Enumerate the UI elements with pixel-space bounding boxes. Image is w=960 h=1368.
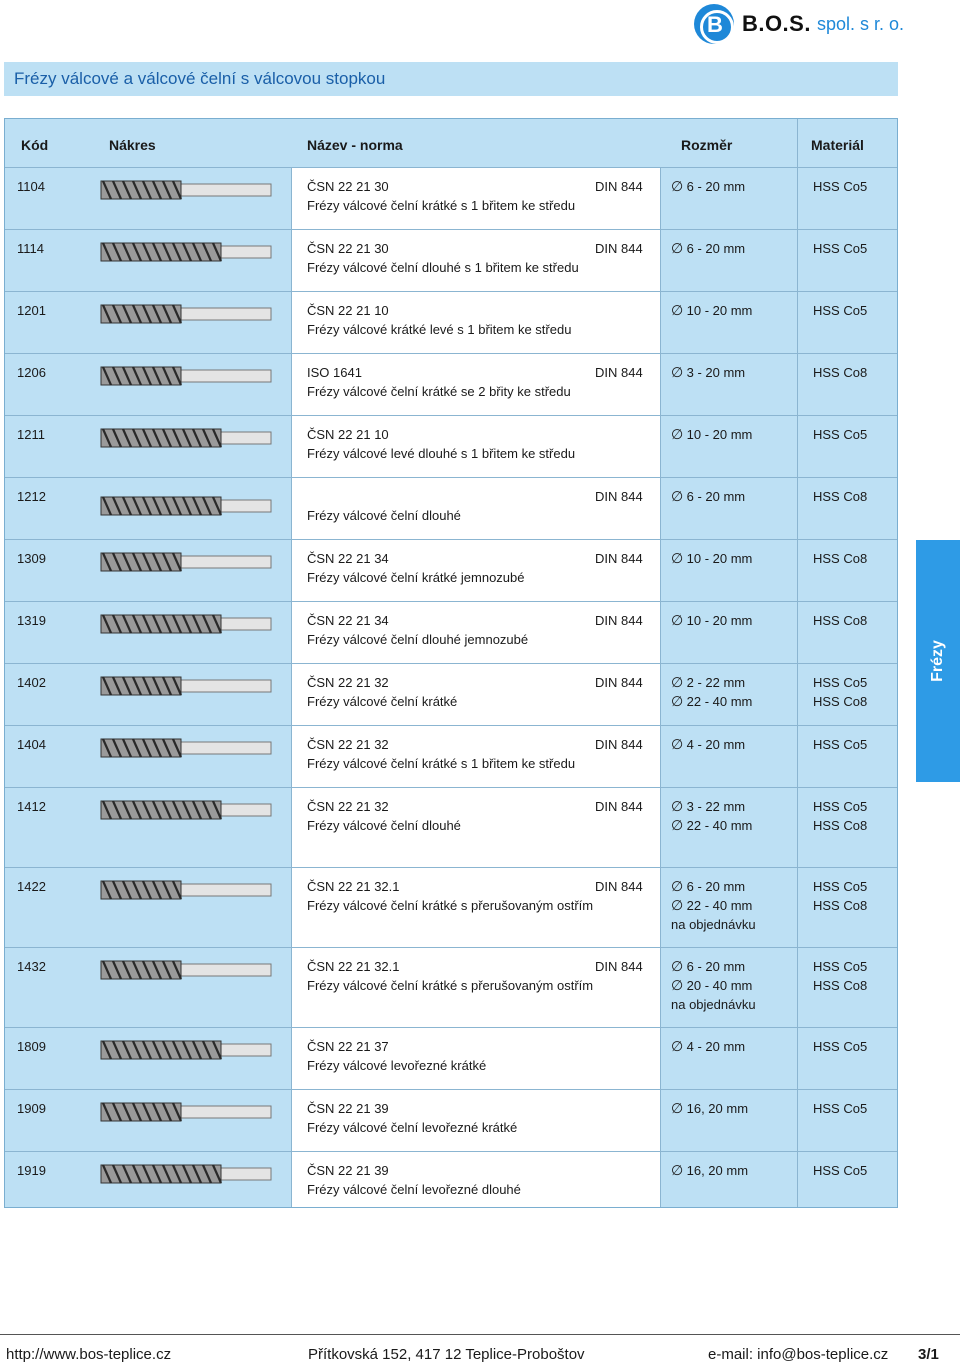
diameter-icon: ∅ bbox=[671, 736, 684, 752]
norm-code: ČSN 22 21 34 bbox=[307, 551, 389, 566]
din-norm: DIN 844 bbox=[595, 241, 643, 256]
diameter-icon: ∅ bbox=[671, 798, 684, 814]
footer-address: Přítkovská 152, 417 12 Teplice-Proboštov bbox=[308, 1346, 585, 1363]
table-row bbox=[5, 787, 897, 867]
milling-cutter-drawing-icon bbox=[89, 363, 279, 389]
row-divider bbox=[5, 601, 897, 602]
product-code: 1402 bbox=[17, 675, 46, 690]
product-name: Frézy válcové čelní krátké s přerušovaným ostřím bbox=[307, 898, 594, 913]
row-divider bbox=[5, 477, 897, 478]
size-range: ∅ 20 - 40 mm bbox=[671, 977, 753, 993]
size-range: ∅ 22 - 40 mm bbox=[671, 817, 753, 833]
product-code: 1909 bbox=[17, 1101, 46, 1116]
milling-cutter-drawing-icon bbox=[89, 611, 279, 637]
milling-cutter-drawing-icon bbox=[89, 549, 279, 575]
milling-cutter-drawing-icon bbox=[89, 797, 279, 823]
table-row bbox=[5, 867, 897, 947]
row-divider bbox=[5, 867, 897, 868]
order-note: na objednávku bbox=[671, 997, 756, 1012]
col-header-drawing: Nákres bbox=[109, 137, 156, 153]
material: HSS Co8 bbox=[813, 818, 868, 833]
milling-cutter-drawing-icon bbox=[89, 1099, 279, 1125]
diameter-icon: ∅ bbox=[671, 958, 684, 974]
order-note: na objednávku bbox=[671, 917, 756, 932]
row-divider bbox=[5, 787, 897, 788]
company-logo bbox=[694, 4, 904, 44]
milling-cutter-drawing-icon bbox=[89, 301, 279, 327]
row-divider bbox=[5, 229, 897, 230]
row-divider bbox=[5, 167, 897, 168]
norm-code: ČSN 22 21 32 bbox=[307, 675, 389, 690]
milling-cutter-drawing-icon bbox=[89, 877, 279, 903]
table-row bbox=[5, 353, 897, 415]
row-divider bbox=[5, 725, 897, 726]
diameter-icon: ∅ bbox=[671, 693, 684, 709]
row-divider bbox=[5, 947, 897, 948]
size-range: ∅ 4 - 20 mm bbox=[671, 1038, 746, 1054]
diameter-icon: ∅ bbox=[671, 878, 684, 894]
product-code: 1211 bbox=[17, 427, 45, 442]
milling-cutter-drawing-icon bbox=[89, 239, 279, 265]
footer-divider bbox=[0, 1334, 960, 1335]
material: HSS Co8 bbox=[813, 365, 868, 380]
material: HSS Co5 bbox=[813, 799, 868, 814]
material: HSS Co8 bbox=[813, 489, 868, 504]
size-range: ∅ 6 - 20 mm bbox=[671, 878, 746, 894]
table-row bbox=[5, 477, 897, 539]
footer-web-link[interactable]: http://www.bos-teplice.cz bbox=[6, 1346, 172, 1363]
table-row bbox=[5, 601, 897, 663]
product-name: Frézy válcové levé dlouhé s 1 břitem ke středu bbox=[307, 446, 576, 461]
size-range: ∅ 10 - 20 mm bbox=[671, 426, 753, 442]
row-divider bbox=[5, 663, 897, 664]
row-divider bbox=[5, 291, 897, 292]
product-code: 1206 bbox=[17, 365, 46, 380]
diameter-icon: ∅ bbox=[671, 897, 684, 913]
product-name: Frézy válcové čelní dlouhé jemnozubé bbox=[307, 632, 529, 647]
norm-code: ČSN 22 21 37 bbox=[307, 1039, 389, 1054]
din-norm: DIN 844 bbox=[595, 365, 643, 380]
product-name: Frézy válcové čelní krátké s 1 břitem ke středu bbox=[307, 756, 576, 771]
col-header-size: Rozměr bbox=[681, 137, 733, 153]
product-name: Frézy válcové čelní levořezné krátké bbox=[307, 1120, 518, 1135]
product-name: Frézy válcové levořezné krátké bbox=[307, 1058, 487, 1073]
size-range: ∅ 3 - 20 mm bbox=[671, 364, 746, 380]
table-row bbox=[5, 1027, 897, 1089]
diameter-icon: ∅ bbox=[671, 977, 684, 993]
diameter-icon: ∅ bbox=[671, 426, 684, 442]
table-header bbox=[5, 119, 897, 167]
material: HSS Co5 bbox=[813, 179, 868, 194]
size-range: ∅ 16, 20 mm bbox=[671, 1162, 749, 1178]
product-name: Frézy válcové čelní dlouhé bbox=[307, 508, 461, 523]
row-divider bbox=[5, 1151, 897, 1152]
product-name: Frézy válcové čelní krátké se 2 břity ke středu bbox=[307, 384, 571, 399]
size-range: ∅ 6 - 20 mm bbox=[671, 488, 746, 504]
milling-cutter-drawing-icon bbox=[89, 735, 279, 761]
norm-code: ČSN 22 21 32 bbox=[307, 799, 389, 814]
product-code: 1404 bbox=[17, 737, 46, 752]
diameter-icon: ∅ bbox=[671, 1100, 684, 1116]
product-name: Frézy válcové čelní krátké s přerušovaným ostřím bbox=[307, 978, 594, 993]
material: HSS Co8 bbox=[813, 978, 868, 993]
milling-cutter-drawing-icon bbox=[89, 493, 279, 519]
norm-code: ČSN 22 21 30 bbox=[307, 241, 389, 256]
milling-cutter-drawing-icon bbox=[89, 177, 279, 203]
diameter-icon: ∅ bbox=[671, 364, 684, 380]
din-norm: DIN 844 bbox=[595, 489, 643, 504]
size-range: ∅ 3 - 22 mm bbox=[671, 798, 746, 814]
footer-email-link[interactable]: e-mail: info@bos-teplice.cz bbox=[708, 1346, 889, 1363]
side-tab-label: Frézy bbox=[928, 640, 946, 682]
product-code: 1201 bbox=[17, 303, 46, 318]
size-range: ∅ 6 - 20 mm bbox=[671, 240, 746, 256]
norm-code: ČSN 22 21 39 bbox=[307, 1163, 389, 1178]
row-divider bbox=[5, 1027, 897, 1028]
diameter-icon: ∅ bbox=[671, 240, 684, 256]
material: HSS Co5 bbox=[813, 1163, 868, 1178]
product-name: Frézy válcové čelní dlouhé bbox=[307, 818, 461, 833]
size-range: ∅ 6 - 20 mm bbox=[671, 958, 746, 974]
table-row bbox=[5, 229, 897, 291]
table-row bbox=[5, 1151, 897, 1209]
product-name: Frézy válcové čelní levořezné dlouhé bbox=[307, 1182, 521, 1197]
milling-cutter-drawing-icon bbox=[89, 673, 279, 699]
product-code: 1212 bbox=[17, 489, 46, 504]
norm-code: ČSN 22 21 10 bbox=[307, 427, 389, 442]
material: HSS Co5 bbox=[813, 737, 868, 752]
din-norm: DIN 844 bbox=[595, 799, 643, 814]
table-row bbox=[5, 291, 897, 353]
material: HSS Co5 bbox=[813, 1039, 868, 1054]
table-row bbox=[5, 167, 897, 229]
table-row bbox=[5, 663, 897, 725]
size-range: ∅ 4 - 20 mm bbox=[671, 736, 746, 752]
material: HSS Co5 bbox=[813, 303, 868, 318]
page-title: Frézy válcové a válcové čelní s válcovou stopkou bbox=[14, 69, 386, 88]
size-range: ∅ 22 - 40 mm bbox=[671, 897, 753, 913]
diameter-icon: ∅ bbox=[671, 1162, 684, 1178]
material: HSS Co8 bbox=[813, 613, 868, 628]
norm-code: ČSN 22 21 32 bbox=[307, 737, 389, 752]
diameter-icon: ∅ bbox=[671, 817, 684, 833]
size-range: ∅ 16, 20 mm bbox=[671, 1100, 749, 1116]
size-range: ∅ 22 - 40 mm bbox=[671, 693, 753, 709]
product-code: 1412 bbox=[17, 799, 46, 814]
diameter-icon: ∅ bbox=[671, 612, 684, 628]
diameter-icon: ∅ bbox=[671, 178, 684, 194]
material: HSS Co5 bbox=[813, 1101, 868, 1116]
row-divider bbox=[5, 353, 897, 354]
product-name: Frézy válcové čelní krátké s 1 břitem ke středu bbox=[307, 198, 576, 213]
material: HSS Co5 bbox=[813, 959, 868, 974]
product-code: 1422 bbox=[17, 879, 46, 894]
material: HSS Co5 bbox=[813, 879, 868, 894]
product-name: Frézy válcové čelní krátké bbox=[307, 694, 458, 709]
col-header-code: Kód bbox=[21, 137, 49, 153]
row-divider bbox=[5, 539, 897, 540]
table-row bbox=[5, 539, 897, 601]
product-code: 1309 bbox=[17, 551, 46, 566]
diameter-icon: ∅ bbox=[671, 302, 684, 318]
material: HSS Co5 bbox=[813, 427, 868, 442]
size-range: ∅ 2 - 22 mm bbox=[671, 674, 746, 690]
din-norm: DIN 844 bbox=[595, 737, 643, 752]
table-row bbox=[5, 725, 897, 787]
product-name: Frézy válcové čelní krátké jemnozubé bbox=[307, 570, 525, 585]
material: HSS Co8 bbox=[813, 898, 868, 913]
milling-cutter-drawing-icon bbox=[89, 1161, 279, 1187]
norm-code: ČSN 22 21 32.1 bbox=[307, 879, 400, 894]
material: HSS Co8 bbox=[813, 694, 868, 709]
product-code: 1104 bbox=[17, 179, 45, 194]
table-row bbox=[5, 415, 897, 477]
logo-text: B.O.S. bbox=[741, 11, 811, 36]
din-norm: DIN 844 bbox=[595, 179, 643, 194]
norm-code: ČSN 22 21 39 bbox=[307, 1101, 389, 1116]
product-code: 1919 bbox=[17, 1163, 46, 1178]
diameter-icon: ∅ bbox=[671, 1038, 684, 1054]
diameter-icon: ∅ bbox=[671, 674, 684, 690]
material: HSS Co5 bbox=[813, 241, 868, 256]
bos-logo-icon: B bbox=[694, 4, 734, 44]
product-table bbox=[4, 118, 898, 1208]
milling-cutter-drawing-icon bbox=[89, 1037, 279, 1063]
norm-code: ISO 1641 bbox=[307, 365, 362, 380]
product-name: Frézy válcové čelní dlouhé s 1 břitem ke středu bbox=[307, 260, 579, 275]
diameter-icon: ∅ bbox=[671, 550, 684, 566]
page-number: 3/1 bbox=[918, 1346, 939, 1363]
norm-code: ČSN 22 21 30 bbox=[307, 179, 389, 194]
material: HSS Co5 bbox=[813, 675, 868, 690]
page-title-bar bbox=[4, 62, 898, 96]
product-code: 1319 bbox=[17, 613, 46, 628]
row-divider bbox=[5, 415, 897, 416]
product-code: 1809 bbox=[17, 1039, 46, 1054]
din-norm: DIN 844 bbox=[595, 675, 643, 690]
norm-code: ČSN 22 21 10 bbox=[307, 303, 389, 318]
din-norm: DIN 844 bbox=[595, 551, 643, 566]
size-range: ∅ 6 - 20 mm bbox=[671, 178, 746, 194]
product-name: Frézy válcové krátké levé s 1 břitem ke středu bbox=[307, 322, 572, 337]
din-norm: DIN 844 bbox=[595, 879, 643, 894]
col-header-material: Materiál bbox=[811, 137, 864, 153]
logo-subtext: spol. s r. o. bbox=[816, 13, 904, 34]
milling-cutter-drawing-icon bbox=[89, 957, 279, 983]
table-row bbox=[5, 1089, 897, 1151]
product-code: 1432 bbox=[17, 959, 46, 974]
section-side-tab[interactable] bbox=[916, 540, 960, 782]
milling-cutter-drawing-icon bbox=[89, 425, 279, 451]
size-range: ∅ 10 - 20 mm bbox=[671, 302, 753, 318]
din-norm: DIN 844 bbox=[595, 959, 643, 974]
table-row bbox=[5, 947, 897, 1027]
din-norm: DIN 844 bbox=[595, 613, 643, 628]
row-divider bbox=[5, 1089, 897, 1090]
product-code: 1114 bbox=[17, 241, 44, 256]
material: HSS Co8 bbox=[813, 551, 868, 566]
norm-code: ČSN 22 21 32.1 bbox=[307, 959, 400, 974]
norm-code: ČSN 22 21 34 bbox=[307, 613, 389, 628]
diameter-icon: ∅ bbox=[671, 488, 684, 504]
size-range: ∅ 10 - 20 mm bbox=[671, 550, 753, 566]
size-range: ∅ 10 - 20 mm bbox=[671, 612, 753, 628]
col-header-name: Název - norma bbox=[307, 137, 403, 153]
